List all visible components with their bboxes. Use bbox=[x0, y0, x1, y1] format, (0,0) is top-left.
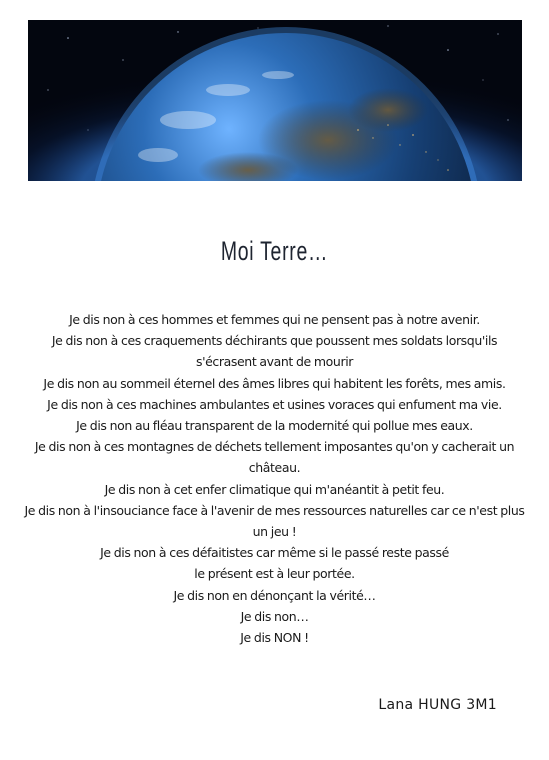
poem-line: Je dis non à ces machines ambulantes et usines voraces qui enfument ma vie. bbox=[47, 396, 502, 412]
poem-line: Je dis non au sommeil éternel des âmes libres qui habitent les forêts, mes amis. bbox=[43, 375, 506, 391]
poem-title: Moi Terre… bbox=[220, 236, 329, 266]
author-signature: Lana HUNG 3M1 bbox=[378, 697, 497, 713]
poem-line: Je dis non à ces craquements déchirants que poussent mes soldats lorsqu'ils s'écrasent avant de mourir bbox=[51, 333, 498, 370]
poem-line: Je dis non à ces hommes et femmes qui ne pensent pas à notre avenir. bbox=[69, 312, 480, 327]
poem-line: Je dis non… bbox=[240, 608, 309, 624]
poem-line: Je dis non à ces montagnes de déchets tellement imposantes qu'on y cacherait un château. bbox=[34, 439, 515, 476]
poem-line: Je dis non au fléau transparent de la modernité qui pollue mes eaux. bbox=[76, 418, 473, 434]
poem-body bbox=[22, 309, 527, 648]
poem-line: Je dis non à cet enfer climatique qui m'anéantit à petit feu. bbox=[104, 481, 445, 497]
poem-line: Je dis non en dénonçant la vérité… bbox=[173, 587, 376, 603]
poem-line: Je dis non à l'insouciance face à l'avenir de mes ressources naturelles car ce n'est plus un jeu ! bbox=[24, 502, 525, 540]
poem-line: Je dis NON ! bbox=[240, 630, 309, 646]
poem-line: Je dis non à ces défaitistes car même si le passé reste passé bbox=[100, 545, 449, 561]
earth-banner-image bbox=[28, 20, 522, 181]
poem-line: le présent est à leur portée. bbox=[194, 566, 355, 582]
earth-illustration bbox=[28, 20, 522, 181]
